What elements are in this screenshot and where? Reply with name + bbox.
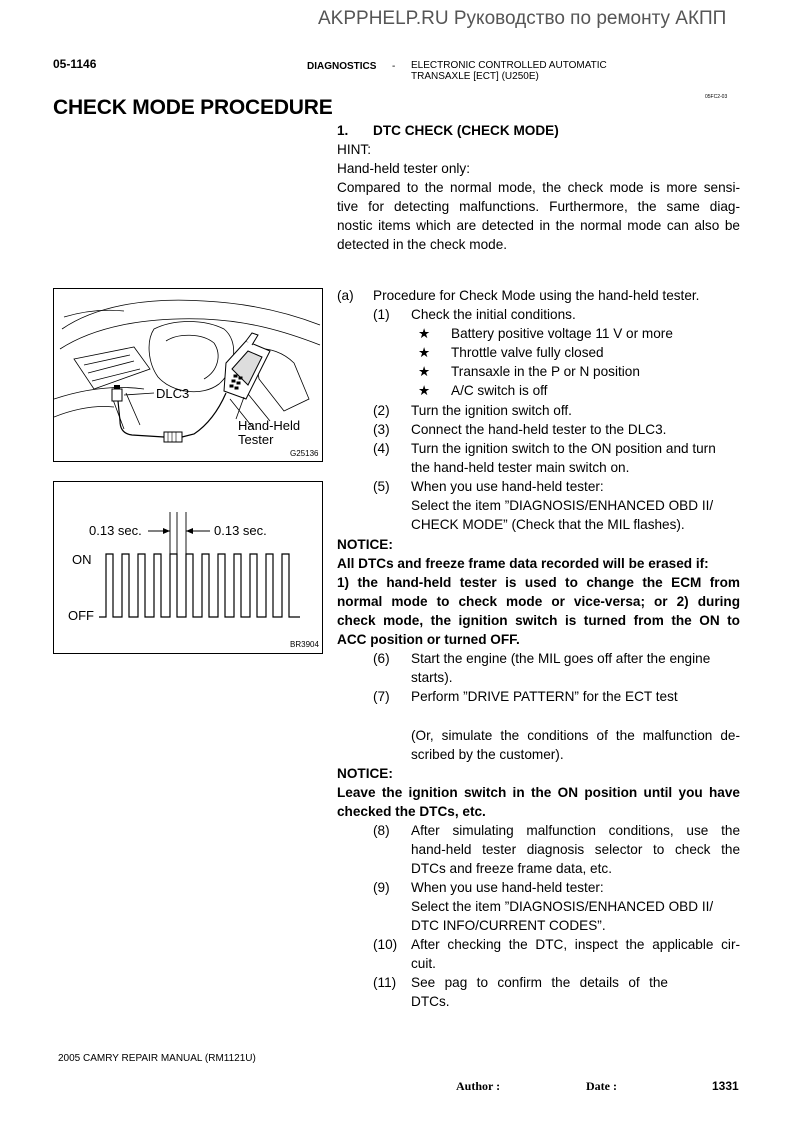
figure-code: G25136 [290,449,319,458]
notice-line: checked the DTCs, etc. [337,804,486,819]
figure-code: BR3904 [290,640,319,649]
tester-connection-illustration [54,289,322,461]
step-text: When you use hand-held tester: [411,880,604,895]
step-number: (2) [373,403,390,418]
header-section: DIAGNOSTICS [307,61,377,72]
header-dash: - [392,61,396,72]
tester-connection-figure [53,288,323,462]
mil-flash-figure [53,481,323,654]
tester-label-line1: Hand-Held [238,418,301,433]
header-title [411,60,607,82]
step-number: (3) [373,422,390,437]
condition-item: Transaxle in the P or N position [451,364,640,379]
notice-line: check mode, the ignition switch is turned from the ON to [337,613,740,628]
step-a-text: Procedure for Check Mode using the hand-held tester. [373,288,700,303]
header-title-line1: ELECTRONIC CONTROLLED AUTOMATIC [411,60,607,71]
on-label: ON [72,552,92,567]
step-text: DTC INFO/CURRENT CODES”. [411,918,606,933]
dlc3-label: DLC3 [156,386,190,401]
left-interval-label: 0.13 sec. [89,523,142,538]
condition-item: A/C switch is off [451,383,548,398]
section-number: 1. [337,123,349,138]
notice-label: NOTICE: [337,766,393,781]
notice-label: NOTICE: [337,537,393,552]
date-label: Date : [586,1079,617,1093]
step-number: (1) [373,307,390,322]
step-text: Turn the ignition switch to the ON position and turn [411,441,716,456]
para-line: tive for detecting malfunctions. Furthermore, the same diag- [337,199,740,214]
para-line: nostic items which are detected in the normal mode can also be [337,218,740,233]
step-text: DTCs. [411,994,450,1009]
step-text: When you use hand-held tester: [411,479,604,494]
step-text: Start the engine (the MIL goes off after the engine [411,651,711,666]
step-text: Connect the hand-held tester to the DLC3. [411,422,667,437]
doc-id: 05FC2-03 [705,94,728,100]
notice-line: normal mode to check mode or vice-versa; or 2) during [337,594,740,609]
step-text: cuit. [411,956,436,971]
step-text: After checking the DTC, inspect the applicable cir- [411,937,740,952]
step-number: (10) [373,937,398,952]
watermark: AKPPHELP.RU Руководство по ремонту АКПП [318,8,727,29]
step-text: Perform ”DRIVE PATTERN” for the ECT test [411,689,678,704]
step-text: Select the item ”DIAGNOSIS/ENHANCED OBD II/ [411,899,714,914]
star-bullet: ★ [418,383,431,398]
step-number: (6) [373,651,390,666]
step-number: (9) [373,880,390,895]
hint-label: HINT: [337,142,371,157]
step-number: (11) [373,975,397,990]
para-line: detected in the check mode. [337,237,508,252]
star-bullet: ★ [418,345,431,360]
condition-item: Throttle valve fully closed [451,345,604,360]
hint-text: Hand-held tester only: [337,161,470,176]
step-text: After simulating malfunction conditions, use the [411,823,740,838]
tester-label-line2: Tester [238,432,274,447]
section-heading: DTC CHECK (CHECK MODE) [373,123,559,138]
notice-line: All DTCs and freeze frame data recorded will be erased if: [337,556,709,571]
notice-line: Leave the ignition switch in the ON position until you have [337,785,740,800]
step-text: Turn the ignition switch off. [411,403,572,418]
step-number: (5) [373,479,390,494]
step-number: (7) [373,689,390,704]
page-code: 05-1146 [53,57,97,71]
condition-item: Battery positive voltage 11 V or more [451,326,673,341]
off-label: OFF [68,608,94,623]
step-text: Select the item ”DIAGNOSIS/ENHANCED OBD II/ [411,498,714,513]
step-text: hand-held tester diagnosis selector to check the [411,842,740,857]
right-interval-label: 0.13 sec. [214,523,267,538]
step-text: CHECK MODE” (Check that the MIL flashes). [411,517,685,532]
header-title-line2: TRANSAXLE [ECT] (U250E) [411,71,539,82]
notice-line: 1) the hand-held tester is used to change the ECM from [337,575,740,590]
manual-name: 2005 CAMRY REPAIR MANUAL (RM1121U) [58,1053,256,1064]
notice-line: ACC position or turned OFF. [337,632,520,647]
step-text: scribed by the customer). [411,747,564,762]
step-text: DTCs and freeze frame data, etc. [411,861,612,876]
step-number: (4) [373,441,390,456]
step-text: (Or, simulate the conditions of the malfunction de- [411,728,740,743]
step-text: See pag to confirm the details of the [411,975,668,990]
star-bullet: ★ [418,364,431,379]
para-line: Compared to the normal mode, the check mode is more sensi- [337,180,740,195]
mil-flash-waveform [54,482,322,653]
step-number: (8) [373,823,390,838]
author-label: Author : [456,1079,501,1093]
page-title: CHECK MODE PROCEDURE [53,96,333,119]
step-text: the hand-held tester main switch on. [411,460,630,475]
star-bullet: ★ [418,326,431,341]
step-text: starts). [411,670,453,685]
step-a-label: (a) [337,288,354,303]
page-number: 1331 [712,1079,739,1093]
step-text: Check the initial conditions. [411,307,576,322]
